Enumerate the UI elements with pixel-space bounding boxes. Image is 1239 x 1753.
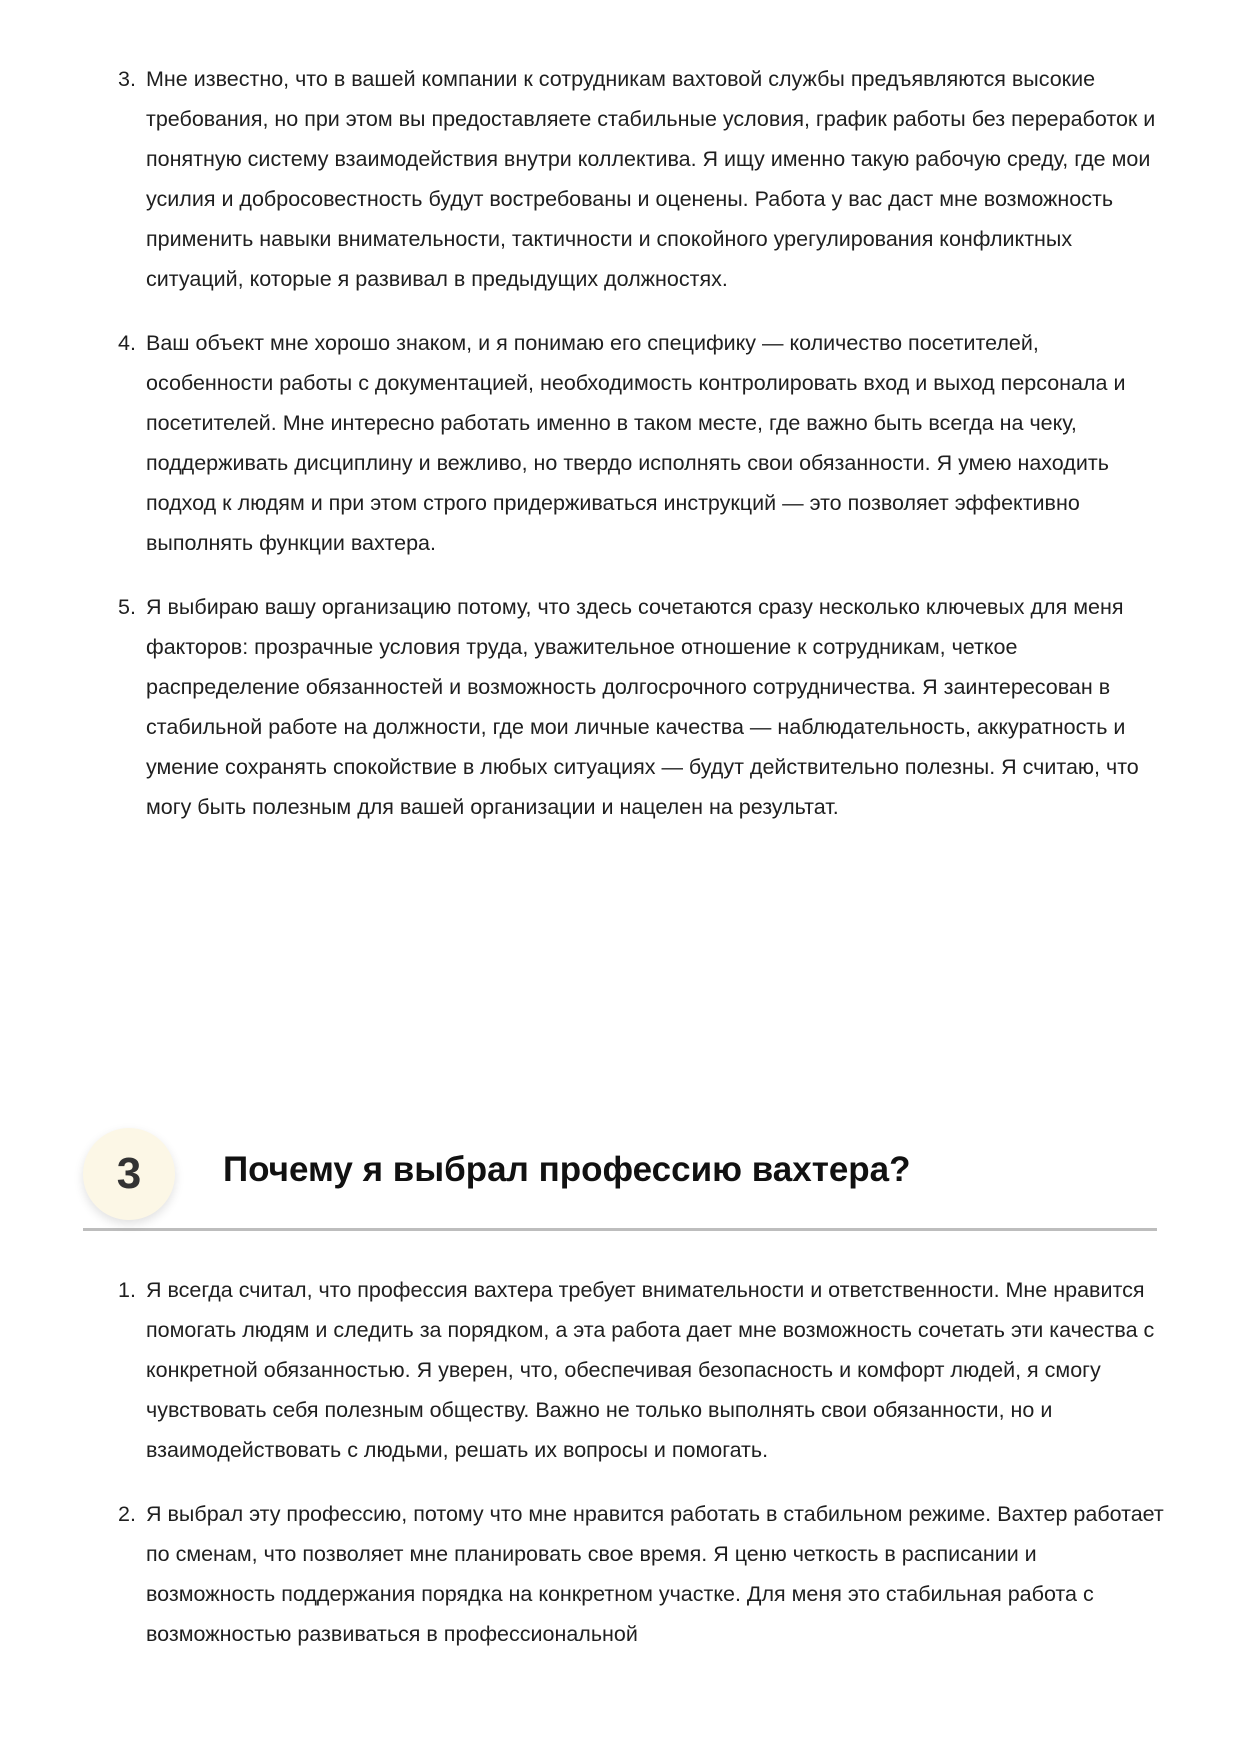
section-title: Почему я выбрал профессию вахтера? — [223, 1150, 911, 1189]
list-item — [118, 587, 1168, 827]
list-item — [118, 1270, 1168, 1470]
answer-list-previous-section — [118, 59, 1168, 851]
item-number: 3. — [118, 67, 136, 91]
item-text: Я выбираю вашу организацию потому, что здесь сочетаются сразу несколько ключевых для меня факторов: прозрачные условия труда, уважительное отношение к сотрудникам, четкое распределение обязанностей и возможность долгосрочного сотрудничества. Я заинтересован в стабильной работе на должности, где мои личные качества — наблюдательность, аккуратность и умение сохранять спокойствие в любых ситуациях — будут действительно полезны. Я считаю, что могу быть полезным для вашей организации и нацелен на результат. — [146, 595, 1139, 819]
section-number-badge: 3 — [83, 1128, 175, 1220]
item-text: Мне известно, что в вашей компании к сотрудникам вахтовой службы предъявляются высокие требования, но при этом вы предоставляете стабильные условия, график работы без переработок и понятную систему взаимодействия внутри коллектива. Я ищу именно такую рабочую среду, где мои усилия и добросовестность будут востребованы и оценены. Работа у вас даст мне возможность применить навыки внимательности, тактичности и спокойного урегулирования конфликтных ситуаций, которые я развивал в предыдущих должностях. — [146, 67, 1156, 291]
item-number: 4. — [118, 331, 136, 355]
item-text: Я всегда считал, что профессия вахтера требует внимательности и ответственности. Мне нравится помогать людям и следить за порядком, а эта работа дает мне возможность сочетать эти качества с конкретной обязанностью. Я уверен, что, обеспечивая безопасность и комфорт людей, я смогу чувствовать себя полезным обществу. Важно не только выполнять свои обязанности, но и взаимодействовать с людьми, решать их вопросы и помогать. — [146, 1278, 1155, 1462]
section-heading — [83, 1128, 1157, 1231]
item-text: Я выбрал эту профессию, потому что мне нравится работать в стабильном режиме. Вахтер работает по сменам, что позволяет мне планировать свое время. Я ценю четкость в расписании и возможность поддержания порядка на конкретном участке. Для меня это стабильная работа с возможностью развиваться в профессиональной — [146, 1502, 1164, 1646]
item-number: 1. — [118, 1278, 136, 1302]
list-item — [118, 59, 1168, 299]
item-text: Ваш объект мне хорошо знаком, и я понимаю его специфику — количество посетителей, особенности работы с документацией, необходимость контролировать вход и выход персонала и посетителей. Мне интересно работать именно в таком месте, где важно быть всегда на чеку, поддерживать дисциплину и вежливо, но твердо исполнять свои обязанности. Я умею находить подход к людям и при этом строго придерживаться инструкций — это позволяет эффективно выполнять функции вахтера. — [146, 331, 1126, 555]
item-number: 2. — [118, 1502, 136, 1526]
answer-list — [118, 1270, 1168, 1678]
list-item — [118, 323, 1168, 563]
list-item — [118, 1494, 1168, 1654]
item-number: 5. — [118, 595, 136, 619]
